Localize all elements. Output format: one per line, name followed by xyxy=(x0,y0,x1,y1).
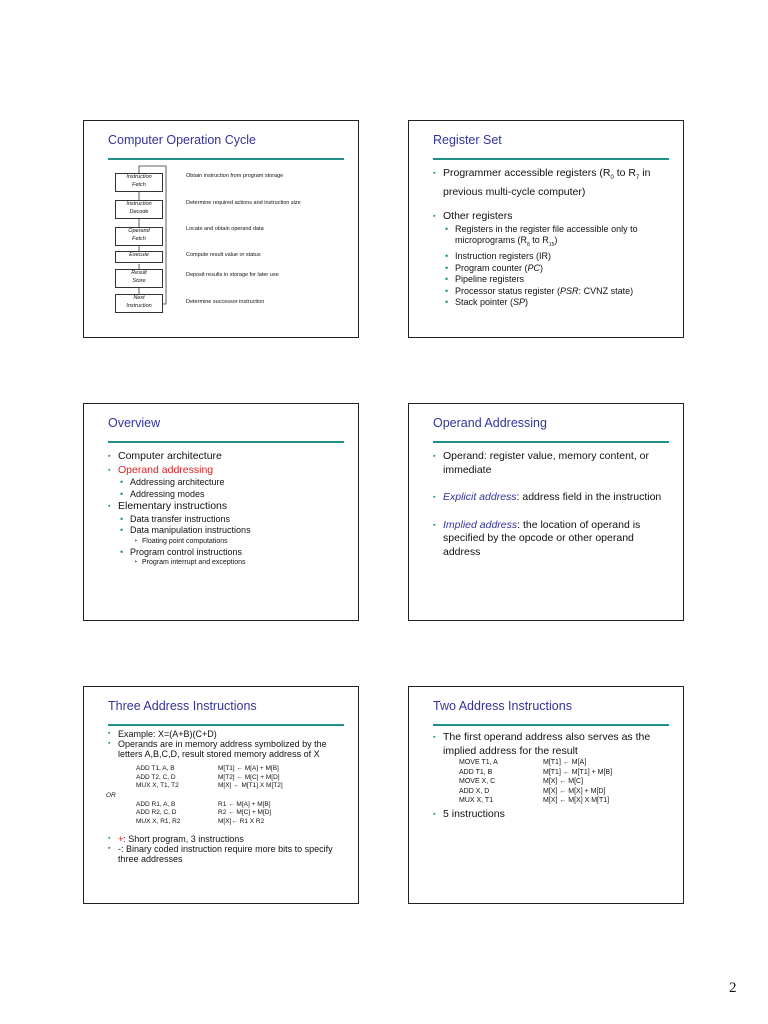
slide-body xyxy=(108,729,346,864)
flow-label: Obtain instruction from program storage xyxy=(186,173,284,179)
bullet-highlight: ▪ Operand addressing xyxy=(108,464,346,478)
flow-label: Deposit results in storage for later use xyxy=(186,272,279,278)
sub-bullet: • Program counter (PC) xyxy=(433,263,671,275)
sub-sub-bullet: ‣ Program interrupt and exceptions xyxy=(108,558,346,568)
bullet: ▪ Elementary instructions xyxy=(108,500,346,514)
flow-box-result: Result Store xyxy=(115,269,163,288)
bullet: ▪ Explicit address: address field in the instruction xyxy=(433,491,671,505)
bullet: ▪ Computer architecture xyxy=(108,450,346,464)
sub-bullet: • Data manipulation instructions xyxy=(108,525,346,537)
slide-title: Overview xyxy=(108,416,161,430)
slide-operand-addressing xyxy=(408,403,684,621)
sub-bullet: • Stack pointer (SP) xyxy=(433,297,671,309)
sub-bullet: • Processor status register (PSR: CVNZ state) xyxy=(433,286,671,298)
flow-label: Compute result value or status xyxy=(186,252,261,258)
slide-title: Computer Operation Cycle xyxy=(108,133,256,147)
flow-label: Locate and obtain operand data xyxy=(186,226,264,232)
slide-three-address xyxy=(83,686,359,904)
slide-title: Register Set xyxy=(433,133,502,147)
bullet: ▪ Other registers xyxy=(433,210,671,224)
code-block-2: ADD R1, A, B R1 ← M[A] + M[B] ADD R2, C, D R2 ← M[C] + M[D] MUX X, R1, R2 M[X]← R1 X R2 xyxy=(136,800,272,825)
title-rule xyxy=(433,724,669,726)
sub-bullet: • Addressing modes xyxy=(108,489,346,501)
title-rule xyxy=(108,724,344,726)
or-label: OR xyxy=(106,791,116,799)
bullet: ▪ Operand: register value, memory content, or immediate xyxy=(433,450,671,477)
code-block-1: ADD T1, A, B M[T1] ← M[A] + M[B] ADD T2, C, D M[T2] ← M[C] + M[D] MUX X, T1, T2 M[X] ← M[T1] X M[T2] xyxy=(136,765,283,789)
bullet: ▪ Example: X=(A+B)(C+D) xyxy=(108,729,346,739)
flow-box-execute: Execute xyxy=(115,251,163,263)
flow-box-decode: Instruction Decode xyxy=(115,200,163,219)
sub-bullet: • Addressing architecture xyxy=(108,477,346,489)
slide-register-set xyxy=(408,120,684,338)
slide-title: Two Address Instructions xyxy=(433,699,572,713)
bullet: ▪ +: Short program, 3 instructions xyxy=(108,834,346,844)
sub-bullet: • Program control instructions xyxy=(108,547,346,559)
sub-bullet: • Data transfer instructions xyxy=(108,514,346,526)
slide-two-address xyxy=(408,686,684,904)
bullet: ▪ The first operand address also serves as the implied address for the result xyxy=(433,731,671,758)
flow-box-next: Next Instruction xyxy=(115,294,163,313)
slide-body xyxy=(433,167,671,309)
sub-sub-bullet: ‣ Floating point computations xyxy=(108,537,346,547)
title-rule xyxy=(433,441,669,443)
bullet: ▪ Implied address: the location of operand is specified by the opcode or other operand address xyxy=(433,519,671,560)
slide-body xyxy=(433,731,671,821)
bullet: ▪ Operands are in memory address symbolized by the letters A,B,C,D, result stored memory address of X xyxy=(108,739,346,759)
flow-label: Determine required actions and instruction size xyxy=(186,200,301,206)
sub-bullet: • Instruction registers (IR) xyxy=(433,251,671,263)
slide-computer-operation-cycle xyxy=(83,120,359,338)
bullet: ▪ Programmer accessible registers ($R_0$ to $R_7$ in previous multi-cycle computer) xyxy=(433,167,671,199)
flow-box-operand: Operand Fetch xyxy=(115,227,163,246)
slide-title: Three Address Instructions xyxy=(108,699,257,713)
bullet: ▪ -: Binary coded instruction require more bits to specify three addresses xyxy=(108,844,346,864)
sub-bullet: • Registers in the register file accessible only to microprograms ($R_8$ to $R_{15}$) xyxy=(433,224,671,252)
slide-title: Operand Addressing xyxy=(433,416,547,430)
flow-box-fetch: Instruction Fetch xyxy=(115,173,163,192)
page-number: 2 xyxy=(729,980,737,996)
code-block: MOVE T1, A M[T1] ← M[A] ADD T1, B M[T1] ← M[T1] + M[B] MOVE X, C M[X] ← M[C] ADD X, D M[X] ← M[X] + M[D] MUX X, T1 M[X] ← M[X] X M[T1] xyxy=(459,759,613,804)
title-rule xyxy=(433,158,669,160)
flow-label: Determine successor instruction xyxy=(186,299,265,305)
bullet: ▪ 5 instructions xyxy=(433,808,671,822)
sub-bullet: • Pipeline registers xyxy=(433,274,671,286)
slide-overview xyxy=(83,403,359,621)
title-rule xyxy=(108,441,344,443)
slide-body xyxy=(108,450,346,568)
slide-body xyxy=(433,450,671,559)
